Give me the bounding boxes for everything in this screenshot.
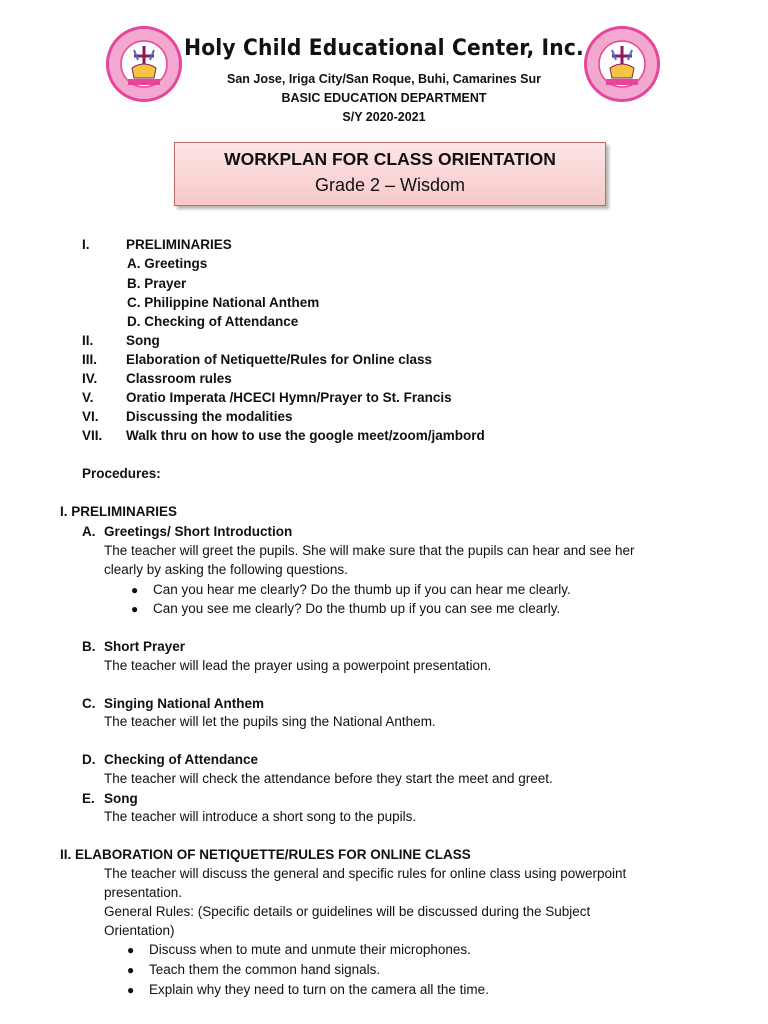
item-label: A. [82,524,96,539]
bullet-item: Teach them the common hand signals. [149,962,381,977]
title-sub: Grade 2 – Wisdom [314,175,466,195]
outline-subitem: D. Checking of Attendance [127,314,299,329]
paragraph-line: Orientation) [104,923,175,938]
outline-num: IV. [82,371,98,386]
outline-num: VI. [82,409,99,424]
outline-num: II. [82,333,94,348]
paragraph-line: The teacher will introduce a short song to the pupils. [104,809,417,824]
paragraph-line: The teacher will check the attendance before they start the meet and greet. [104,771,553,786]
outline-num: VII. [82,428,103,443]
bullet-icon: ● [127,943,135,957]
paragraph-line: The teacher will greet the pupils. She will make sure that the pupils can hear and see her [104,543,635,558]
bullet-icon: ● [131,583,139,597]
item-label: B. [82,639,96,654]
outline-subitem: A. Greetings [127,256,208,271]
item-label: C. [82,696,96,711]
outline-item: Oratio Imperata /HCECI Hymn/Prayer to St. Francis [126,390,452,405]
paragraph-line: The teacher will discuss the general and specific rules for online class using powerpoint [104,866,627,881]
outline-item: Walk thru on how to use the google meet/zoom/jambord [126,428,485,443]
bullet-item: Can you hear me clearly? Do the thumb up if you can hear me clearly. [153,582,571,597]
outline-item: Discussing the modalities [126,409,293,424]
outline-num: V. [82,390,94,405]
department: BASIC EDUCATION DEPARTMENT [281,91,487,105]
procedures-label: Procedures: [82,466,161,481]
outline-num: I. [82,237,90,252]
title-main: WORKPLAN FOR CLASS ORIENTATION [224,149,556,169]
item-label: D. [82,752,96,767]
outline-num: III. [82,352,98,367]
school-year: S/Y 2020-2021 [342,110,426,124]
bullet-item: Discuss when to mute and unmute their microphones. [149,942,471,957]
bullet-icon: ● [131,602,139,616]
school-name: Holy Child Educational Center, Inc. [184,36,584,61]
bullet-icon: ● [127,983,135,997]
outline-item: PRELIMINARIES [126,237,232,252]
item-title: Song [104,791,138,806]
outline-item: Classroom rules [126,371,232,386]
bullet-item: Can you see me clearly? Do the thumb up if you can see me clearly. [153,601,561,616]
item-title: Greetings/ Short Introduction [104,524,293,539]
outline-item: Song [126,333,160,348]
section-heading: I. PRELIMINARIES [60,504,178,519]
school-address: San Jose, Iriga City/San Roque, Buhi, Camarines Sur [227,72,541,86]
outline-subitem: B. Prayer [127,276,187,291]
item-label: E. [82,791,95,806]
paragraph-line: General Rules: (Specific details or guidelines will be discussed during the Subject [104,904,591,919]
item-title: Short Prayer [104,639,186,654]
paragraph-line: presentation. [104,885,183,900]
title-box [174,142,606,206]
paragraph-line: The teacher will lead the prayer using a powerpoint presentation. [104,658,492,673]
bullet-icon: ● [127,963,135,977]
item-title: Singing National Anthem [104,696,264,711]
paragraph-line: clearly by asking the following questions. [104,562,348,577]
outline-subitem: C. Philippine National Anthem [127,295,320,310]
item-title: Checking of Attendance [104,752,259,767]
section-heading: II. ELABORATION OF NETIQUETTE/RULES FOR ONLINE CLASS [60,847,471,862]
outline-item: Elaboration of Netiquette/Rules for Online class [126,352,433,367]
paragraph-line: The teacher will let the pupils sing the National Anthem. [104,714,436,729]
bullet-item: Explain why they need to turn on the camera all the time. [149,982,489,997]
